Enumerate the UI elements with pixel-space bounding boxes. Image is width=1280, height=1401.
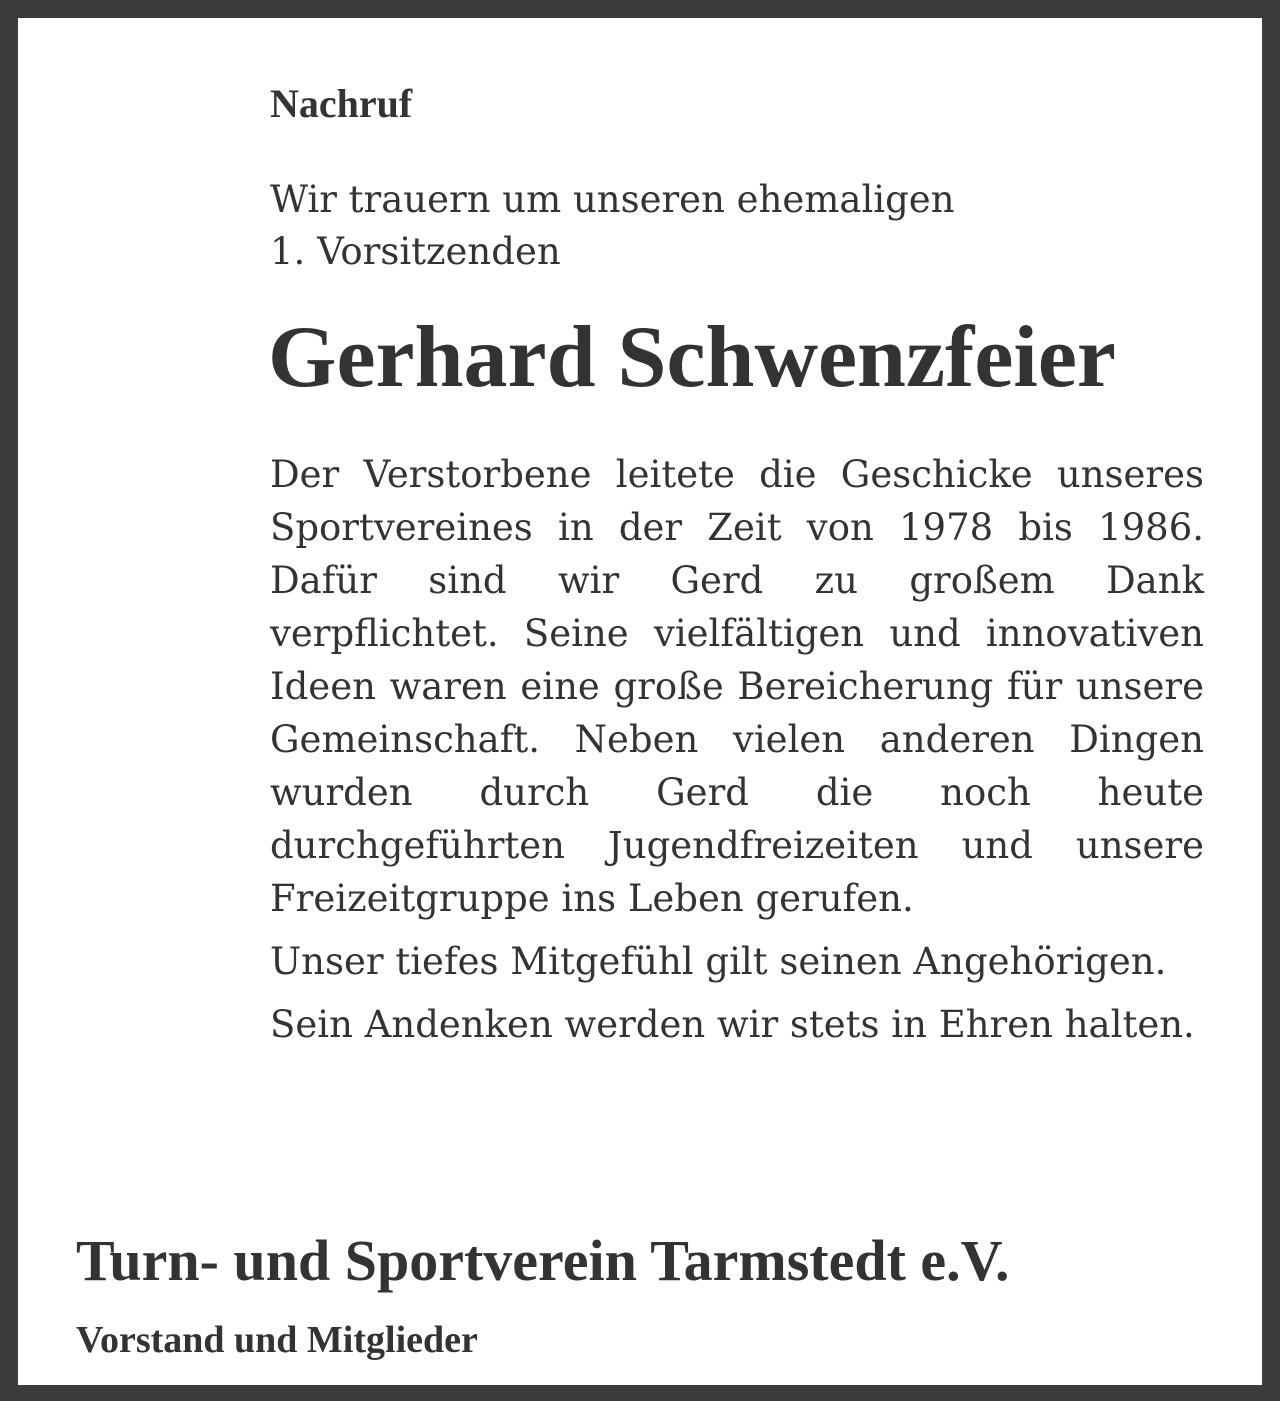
organization-name: Turn- und Sportverein Tarmstedt e.V. bbox=[76, 1228, 1010, 1293]
paragraph-tribute: Der Verstorbene leitete die Geschicke unseres Sportvereines in der Zeit von 1978 bis 1986. Dafür sind wir Gerd zu großem Dank verpflichtet. Seine vielfältigen und innovativen Ideen waren eine große Bereicherung für unsere Gemeinschaft. Neben vielen anderen Dingen wurden durch Gerd die noch heute durchgeführten Jugendfreizeiten und unsere Freizeitgruppe ins Leben gerufen. bbox=[270, 453, 1204, 920]
obituary-notice bbox=[18, 18, 1262, 1385]
deceased-name: Gerhard Schwenzfeier bbox=[268, 309, 1116, 406]
intro-line-2: 1. Vorsitzenden bbox=[270, 230, 561, 273]
intro-text bbox=[270, 174, 1210, 278]
intro-line-1: Wir trauern um unseren ehemaligen bbox=[270, 178, 955, 221]
signatories: Vorstand und Mitglieder bbox=[76, 1319, 478, 1361]
notice-heading: Nachruf bbox=[270, 81, 413, 126]
obituary-body bbox=[270, 448, 1204, 1051]
paragraph-remembrance: Sein Andenken werden wir stets in Ehren halten. bbox=[270, 1003, 1195, 1046]
paragraph-condolence: Unser tiefes Mitgefühl gilt seinen Angehörigen. bbox=[270, 940, 1167, 983]
